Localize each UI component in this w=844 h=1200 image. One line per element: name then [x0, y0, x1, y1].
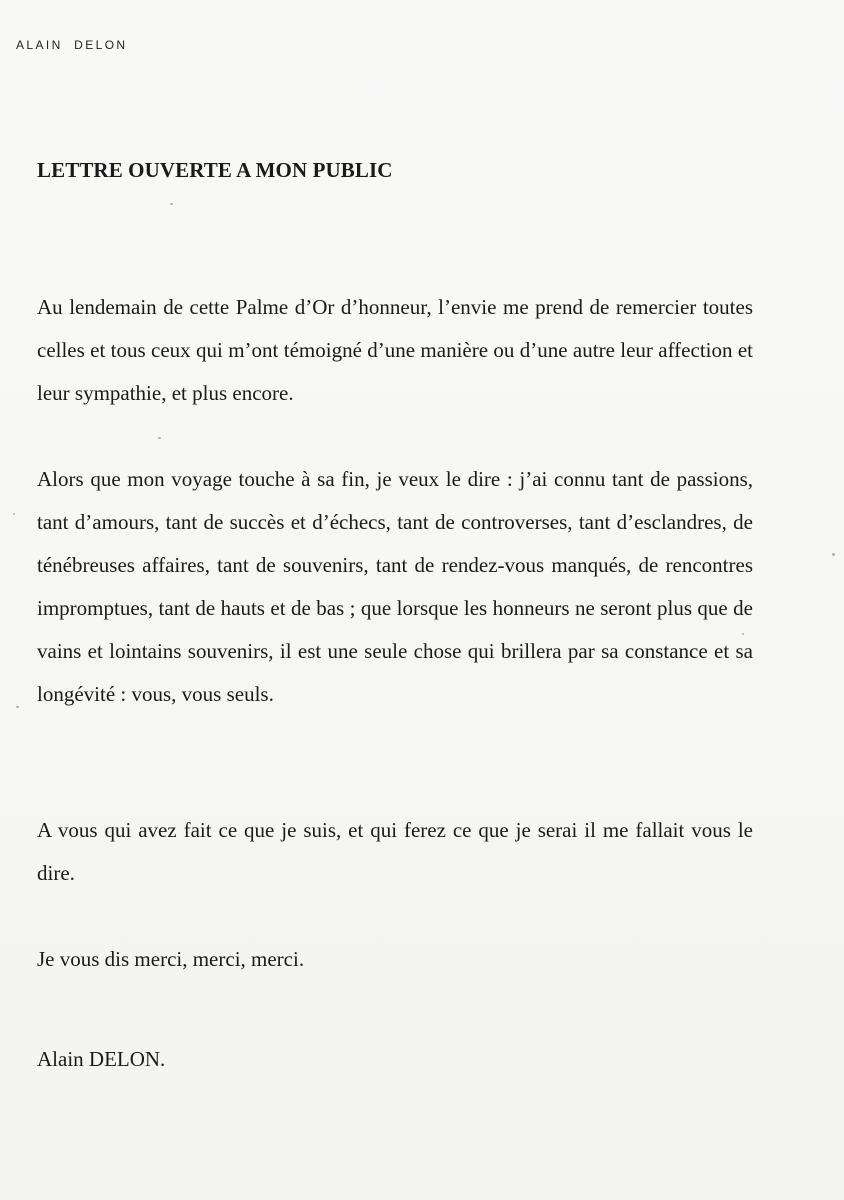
scan-speck	[16, 706, 19, 708]
paragraph-dedication: A vous qui avez fait ce que je suis, et qui ferez ce que je serai il me fallait vous le dire.	[37, 818, 753, 885]
scan-speck	[13, 513, 15, 515]
scan-speck	[742, 633, 744, 635]
paragraph-journey: Alors que mon voyage touche à sa fin, je veux le dire : j’ai connu tant de passions, tant d’amours, tant de succès et d’échecs, tant de controverses, tant d’esclandres, de ténébreuses affaires, tant de souvenirs, tant de rendez-vous manqués, de rencontres impromptues, tant de hauts et de bas ; que lorsque les honneurs ne seront plus que de vains et lointains souvenirs, il est une seule chose qui brillera par sa constance et sa longévité : vous, vous seuls.	[37, 467, 753, 706]
scan-speck	[158, 437, 161, 439]
letterhead: ALAIN DELON	[16, 38, 128, 52]
paragraph-merci: Je vous dis merci, merci, merci.	[37, 947, 305, 971]
scan-speck	[832, 553, 835, 556]
signature: Alain DELON.	[37, 1047, 166, 1071]
letter-title: LETTRE OUVERTE A MON PUBLIC	[37, 158, 393, 182]
scan-speck	[170, 203, 173, 205]
paragraph-thanks: Au lendemain de cette Palme d’Or d’honneur, l’envie me prend de remercier toutes celles et tous ceux qui m’ont témoigné d’une manière ou d’une autre leur affection et leur sympathie, et plus encore.	[37, 295, 753, 405]
